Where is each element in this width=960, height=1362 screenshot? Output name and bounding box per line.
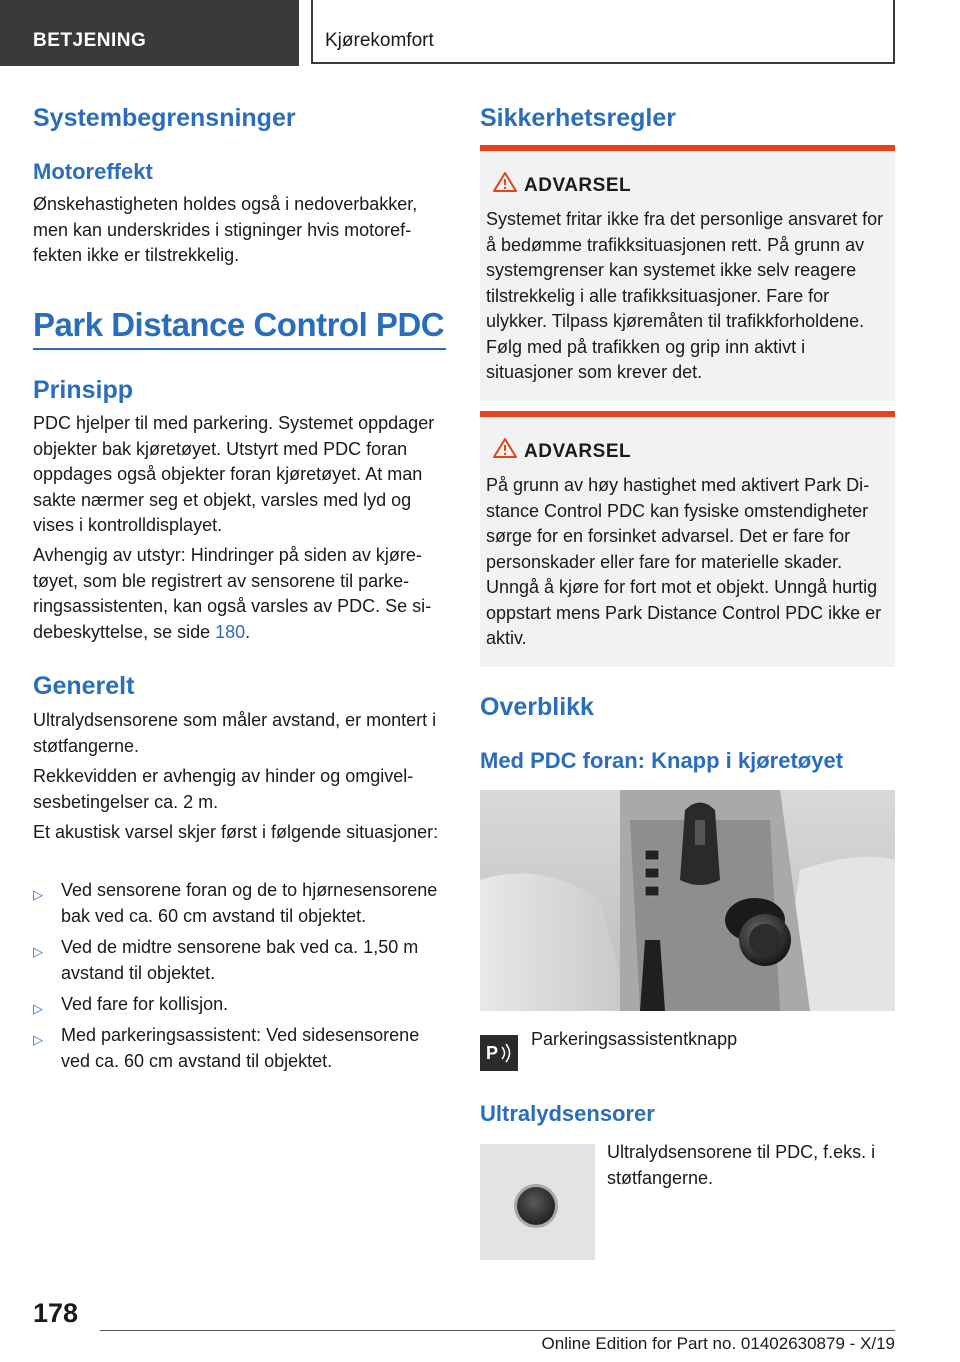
list-item (33, 992, 446, 1018)
pdc-heading: Park Distance Control PDC (33, 306, 445, 343)
general-heading: Generelt (33, 672, 135, 700)
section-tab (0, 0, 299, 66)
ultrasonic-text: Ultralydsensorene til PDC, f.eks. i støtfangerne. (607, 1142, 876, 1188)
page-number: 178 (33, 1298, 79, 1328)
list-item (33, 1023, 446, 1074)
svg-text:P: P (486, 1043, 499, 1063)
principle-heading: Prinsipp (33, 376, 134, 404)
list-item (33, 935, 446, 986)
ultrasonic-sensor-photo (480, 1144, 595, 1260)
warning-title: ADVARSEL (524, 441, 632, 462)
warning-title: ADVARSEL (524, 175, 632, 196)
motor-power-heading: Motoreffekt (33, 159, 153, 184)
edition-note: Online Edition for Part no. 01402630879 - X/19 (541, 1334, 895, 1353)
footer-rule (100, 1330, 895, 1331)
list-item-text: Med parkeringsassistent: Ved sidesensorene ved ca. 60 cm avstand til objektet. (61, 1025, 420, 1071)
list-item-text: Ved fare for kollisjon. (61, 994, 229, 1014)
list-bullet-icon: ▷ (33, 1032, 43, 1047)
principle-paragraph-2-end: . (245, 621, 251, 642)
general-paragraph-2: Rekkevidden er avhengig av hinder og omgivelsesbetingelser ca. 2 m. (33, 766, 414, 812)
list-item (33, 878, 446, 929)
list-item-text: Ved de midtre sensorene bak ved ca. 1,50 m avstand til objektet. (61, 937, 419, 983)
general-paragraph-1: Ultralydsensorene som måler avstand, er montert i støtfangerne. (33, 710, 437, 756)
button-caption: Parkeringsassistentknapp (531, 1029, 738, 1049)
warning-box (480, 411, 895, 667)
list-item-text: Ved sensorene foran og de to hjørnesensorene bak ved ca. 60 cm avstand til objektet. (61, 880, 438, 926)
pdc-heading-rule (33, 348, 446, 350)
motor-power-text: Ønskehastigheten holdes også i nedoverbakker, men kan underskrides i stigninger hvis motoreffekten ikke er tilstrekkelig. (33, 194, 418, 265)
center-console-photo (480, 790, 895, 1011)
general-paragraph-3: Et akustisk varsel skjer først i følgende situasjoner: (33, 822, 439, 842)
list-bullet-icon: ▷ (33, 1001, 43, 1016)
system-limits-heading: Systembegrensninger (33, 104, 296, 132)
warning-box (480, 145, 895, 401)
pdc-front-heading: Med PDC foran: Knapp i kjøretøyet (480, 748, 844, 773)
chapter-title: Kjørekomfort (325, 30, 434, 51)
warning-text: På grunn av høy hastighet med aktivert Park Distance Control PDC kan fysiske omstendigheter sørge for en forsinket advarsel. Det er fare for personskader eller fare for materielle skader. Unngå å kjøre for fort mot et objekt. Unngå hurtig oppstart mens Park Distance Control PDC ikke er aktiv. (486, 475, 882, 648)
principle-paragraph-2-text: Avhengig av utstyr: Hindringer på siden av kjøretøyet, som ble registrert av sensorene til parkeringsassistenten, kan også varsles av PDC. Se sidebeskyttelse, se side (33, 545, 432, 642)
warning-triangle-icon (492, 437, 518, 459)
principle-paragraph-2 (33, 543, 446, 645)
parking-assistant-button-icon (480, 1035, 518, 1071)
safety-heading: Sikkerhetsregler (480, 104, 676, 132)
principle-paragraph-1: PDC hjelper til med parkering. Systemet oppdager objekter bak kjøretøyet. Utstyrt med PDC foran oppdages også objekter foran kjøretøyet. At man sakte nærmer seg et objekt, varsles med lyd og vises i kontrolldisplayet. (33, 413, 435, 535)
warning-triangle-icon (492, 171, 518, 193)
chapter-tab (311, 0, 895, 64)
page-link[interactable]: 180 (215, 621, 246, 642)
list-bullet-icon: ▷ (33, 944, 43, 959)
list-bullet-icon: ▷ (33, 887, 43, 902)
section-title: BETJENING (33, 30, 147, 51)
ultrasonic-heading: Ultralydsensorer (480, 1101, 655, 1126)
warning-text: Systemet fritar ikke fra det personlige ansvaret for å bedømme trafikksituasjonen rett. På grunn av systemgrenser kan systemet ikke selv reagere tilstrekkelig i alle trafikksituasjoner. Fare for ulykker. Tilpass kjøremåten til trafikkforholdene. Følg med på trafikken og grip inn aktivt i situasjoner som krever det. (486, 209, 884, 382)
overview-heading: Overblikk (480, 693, 594, 721)
